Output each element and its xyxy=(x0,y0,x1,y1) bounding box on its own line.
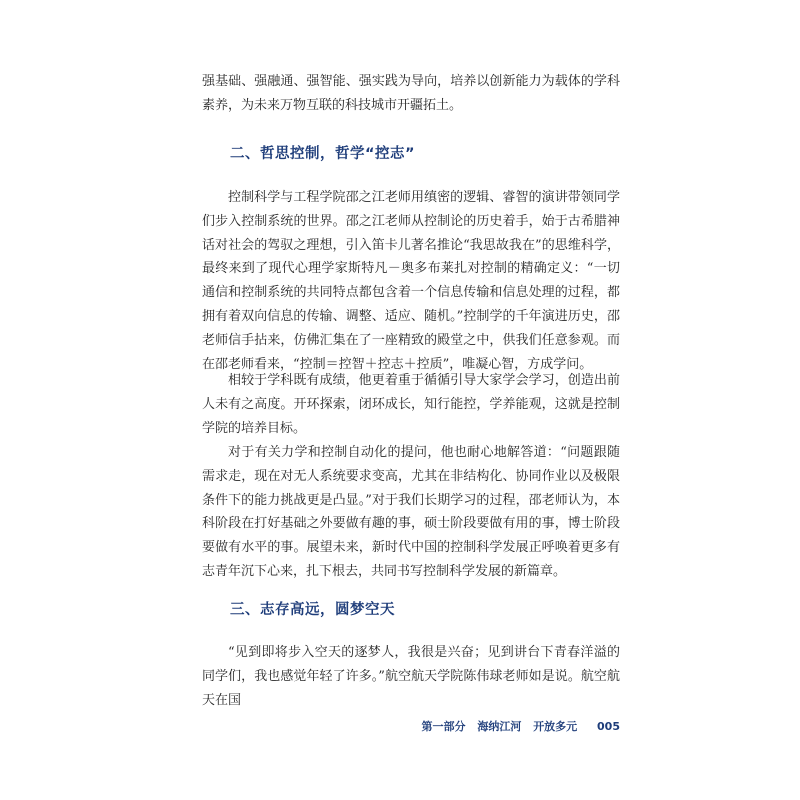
intro-paragraph: 强基础、强融通、强智能、强实践为导向，培养以创新能力为载体的学科素养，为未来万物互联的科技城市开疆拓土。 xyxy=(202,74,620,113)
page-footer xyxy=(422,718,621,734)
section-3-heading: 三、志存高远，圆梦空天 xyxy=(230,602,395,618)
page-number: 005 xyxy=(597,720,620,733)
section-2-paragraph-3: 对于有关力学和控制自动化的提问，他也耐心地解答道：“问题跟随需求走，现在对无人系统要求变高，尤其在非结构化、协同作业以及极限条件下的能力挑战更是凸显。”对于我们长期学习的过程，邵老师认为，本科阶段在打好基础之外要做有趣的事，硕士阶段要做有用的事，博士阶段要做有水平的事。展望未来，新时代中国的控制科学发展正呼唤着更多有志青年沉下心来，扎下根去，共同书写控制科学发展的新篇章。 xyxy=(202,445,620,579)
section-2-heading: 二、哲思控制，哲学“控志” xyxy=(230,146,416,162)
section-2-paragraph-2: 相较于学科既有成绩，他更着重于循循引导大家学会学习，创造出前人未有之高度。开环探索，闭环成长，知行能控，学养能观，这就是控制学院的培养目标。 xyxy=(202,373,620,436)
section-2-paragraph-1: 控制科学与工程学院邵之江老师用缜密的逻辑、睿智的演讲带领同学们步入控制系统的世界。邵之江老师从控制论的历史着手，始于古希腊神话对社会的驾驭之理想，引入笛卡儿著名推论“我思故我在”的思维科学，最终来到了现代心理学家斯特凡－奥多布莱扎对控制的精确定义：“一切通信和控制系统的共同特点都包含着一个信息传输和信息处理的过程，都拥有着双向信息的传输、调整、适应、随机。”控制学的千年演进历史，邵老师信手拈来，仿佛汇集在了一座精致的殿堂之中，供我们任意参观。而在邵老师看来，“控制＝控智＋控志＋控质”，唯凝心智，方成学问。 xyxy=(202,190,620,372)
footer-part-label: 第一部分 xyxy=(421,720,466,733)
footer-title-2: 开放多元 xyxy=(533,720,578,733)
section-3-paragraph-1: “见到即将步入空天的逐梦人，我很是兴奋；见到讲台下青春洋溢的同学们，我也感觉年轻了许多。”航空航天学院陈伟球老师如是说。航空航天在国 xyxy=(202,645,620,708)
footer-title-1: 海纳江河 xyxy=(477,720,522,733)
